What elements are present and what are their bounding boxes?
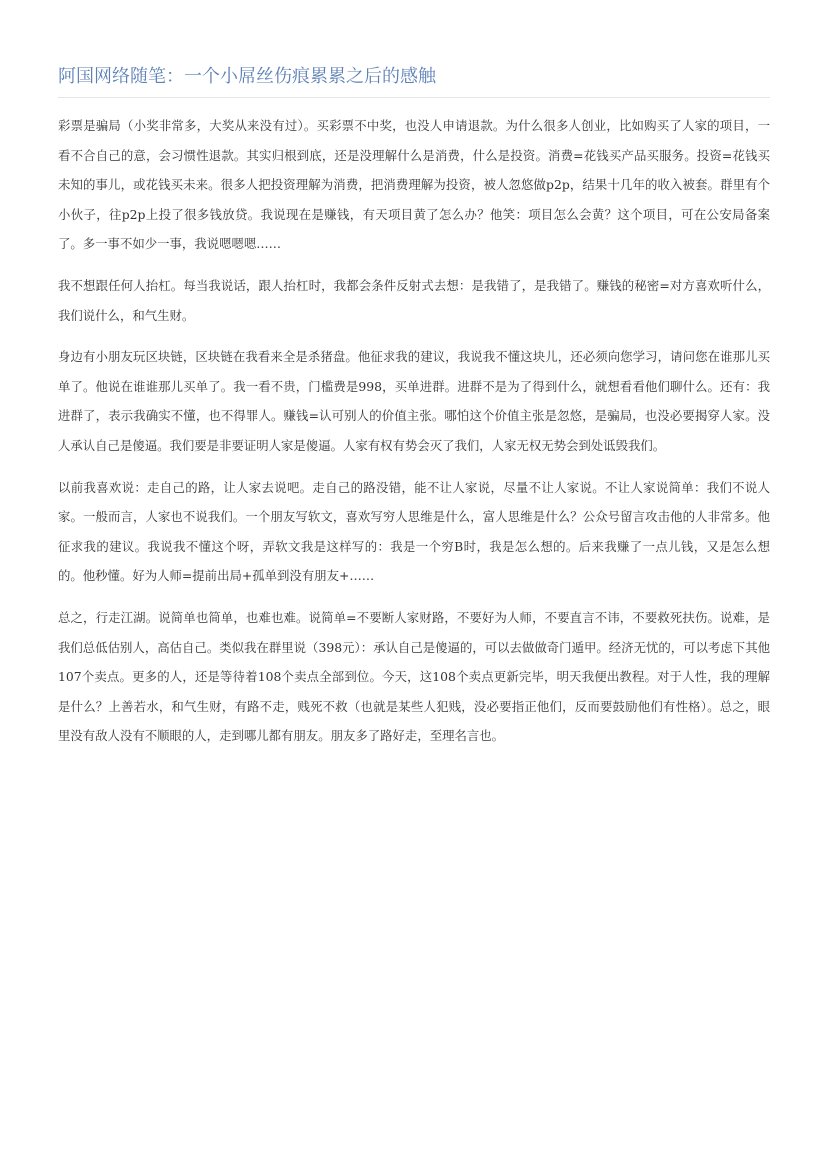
paragraph-own-path: 以前我喜欢说：走自己的路，让人家去说吧。走自己的路没错，能不让人家说，尽量不让人家说。不让人家说简单：我们不说人家。一般而言，人家也不说我们。一个朋友写软文，喜欢写穷人思维是什么，富人思维是什么？公众号留言攻击他的人非常多。他征求我的建议。我说我不懂这个呀，弄软文我是这样写的：我是一个穷B时，我是怎么想的。后来我赚了一点儿钱，又是怎么想的。他秒懂。好为人师=提前出局+孤单到没有朋友+…… — [58, 479, 770, 584]
paragraph-summary: 总之，行走江湖。说简单也简单，也难也难。说简单=不要断人家财路，不要好为人师，不要直言不讳，不要救死扶伤。说难，是我们总低估别人，高估自己。类似我在群里说（398元）：承认自己是傻逼的，可以去做做奇门遁甲。经济无忧的，可以考虑下其他107个卖点。更多的人，还是等待着108个卖点全部到位。今天，这108个卖点更新完毕，明天我便出教程。对于人性，我的理解是什么？上善若水，和气生财，有路不走，贱死不救（也就是某些人犯贱，没必要指正他们，反而要鼓励他们有性格）。总之，眼里没有敌人没有不顺眼的人，走到哪儿都有朋友。朋友多了路好走，至理名言也。 — [58, 609, 770, 744]
article-title: 阿国网络随笔：一个小屌丝伤痕累累之后的感触 — [58, 66, 436, 87]
paragraph-blockchain: 身边有小朋友玩区块链，区块链在我看来全是杀猪盘。他征求我的建议，我说我不懂这块儿，还必须向您学习，请问您在谁那儿买单了。他说在谁谁那儿买单了。我一看不贵，门槛费是998，买单进群。进群不是为了得到什么，就想看看他们聊什么。还有：我进群了，表示我确实不懂，也不得罪人。赚钱=认可别人的价值主张。哪怕这个价值主张是忽悠，是骗局，也没必要揭穿人家。没人承认自己是傻逼。我们要是非要证明人家是傻逼。人家有权有势会灭了我们，人家无权无势会到处诋毁我们。 — [58, 349, 770, 453]
paragraph-no-argue: 我不想跟任何人抬杠。每当我说话，跟人抬杠时，我都会条件反射式去想：是我错了，是我错了。赚钱的秘密=对方喜欢听什么，我们说什么，和气生财。 — [58, 277, 770, 323]
title-divider — [58, 97, 770, 98]
article — [58, 0, 770, 763]
paragraph-lottery: 彩票是骗局（小奖非常多，大奖从来没有过）。买彩票不中奖，也没人申请退款。为什么很多人创业，比如购买了人家的项目，一看不合自己的意，会习惯性退款。其实归根到底，还是没理解什么是消费，什么是投资。消费=花钱买产品买服务。投资=花钱买未知的事儿，或花钱买未来。很多人把投资理解为消费，把消费理解为投资，被人忽悠做p2p，结果十几年的收入被套。群里有个小伙子，往p2p上投了很多钱放贷。我说现在是赚钱，有天项目黄了怎么办？他笑：项目怎么会黄？这个项目，可在公安局备案了。多一事不如少一事，我说嗯嗯嗯…… — [58, 118, 770, 252]
